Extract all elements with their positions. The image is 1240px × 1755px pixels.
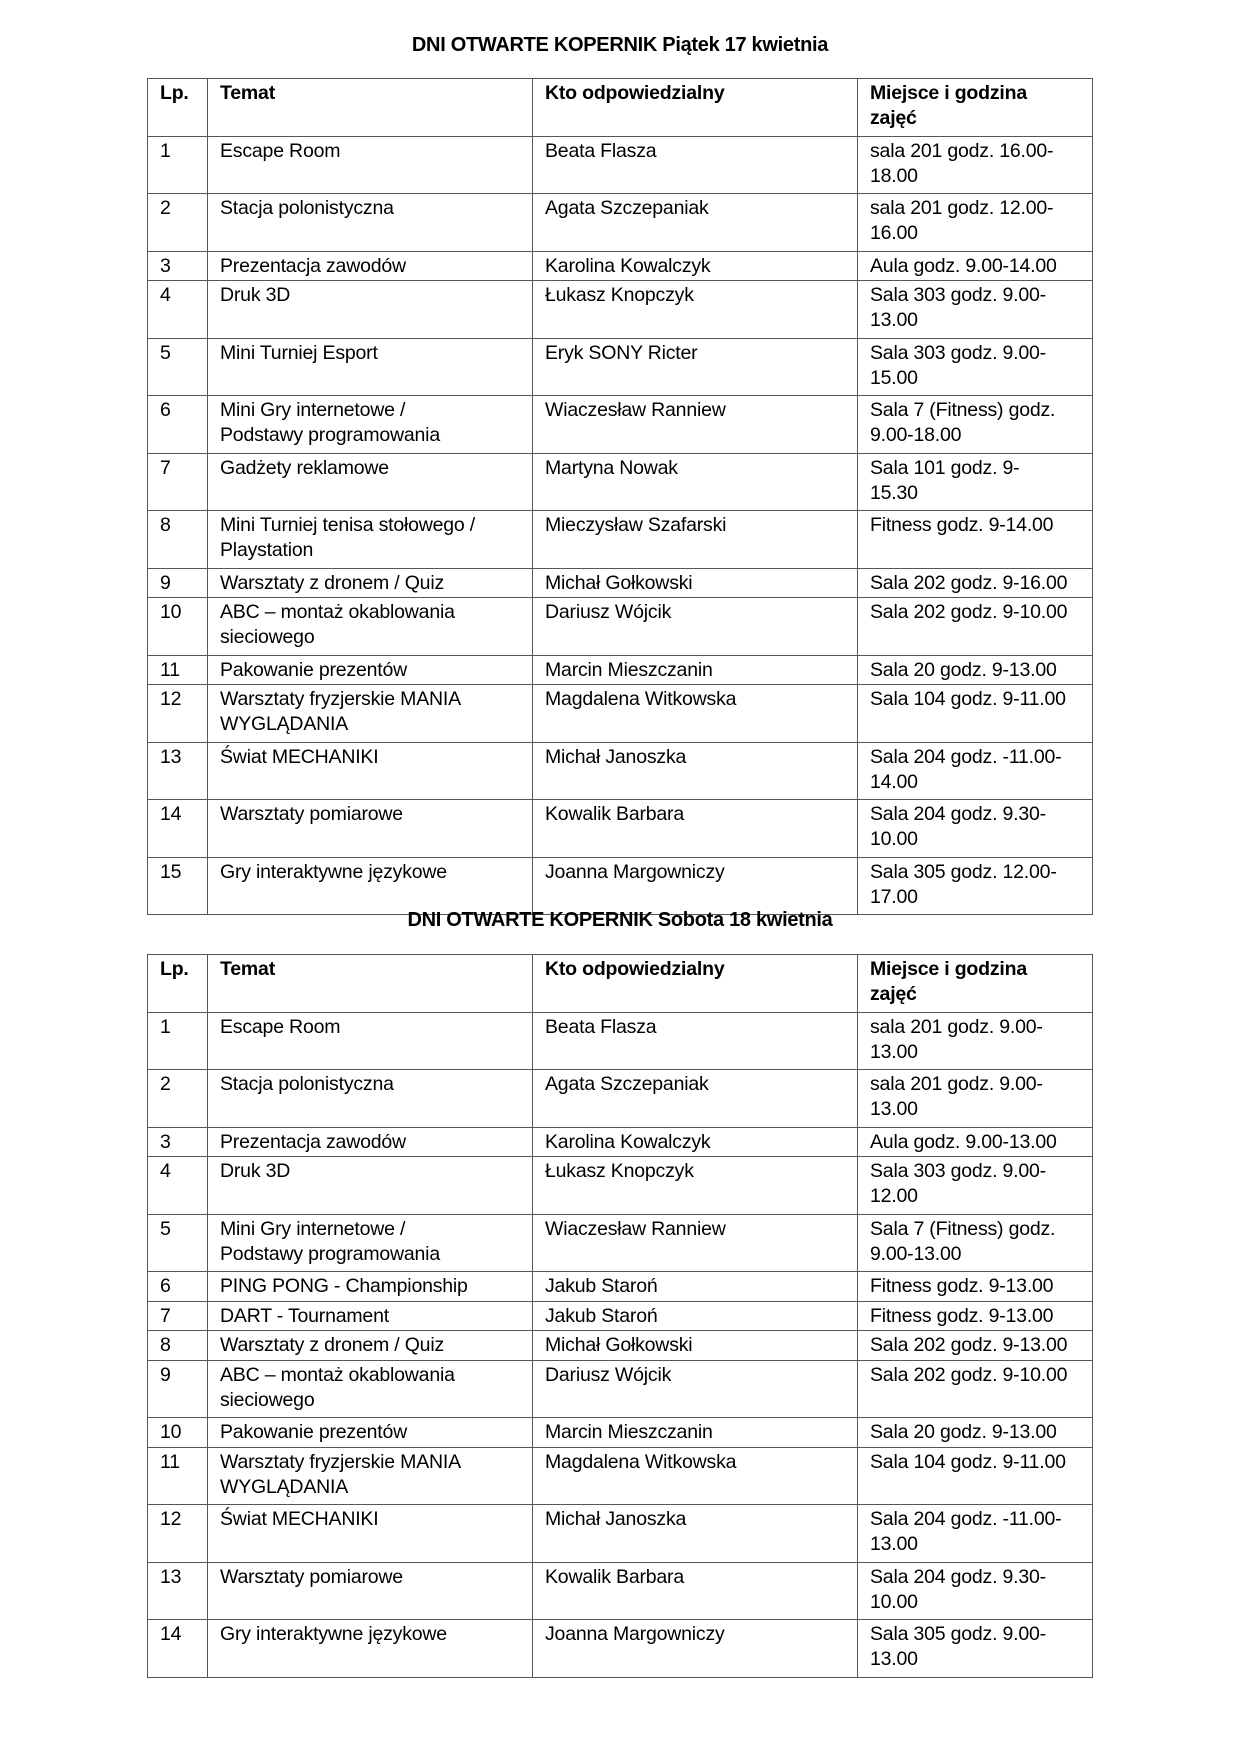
table-header-row: [148, 955, 1093, 1013]
table-row: [148, 1418, 1093, 1448]
header-kto: Kto odpowiedzialny: [533, 955, 858, 1013]
cell-temat: Warsztaty z dronem / Quiz: [208, 1331, 533, 1361]
cell-kto: Beata Flasza: [533, 136, 858, 194]
cell-kto: Dariusz Wójcik: [533, 1360, 858, 1418]
friday-schedule-table: [147, 78, 1093, 915]
table-row: [148, 511, 1093, 569]
table-row: [148, 1272, 1093, 1302]
table-row: [148, 1360, 1093, 1418]
cell-kto: Jakub Staroń: [533, 1301, 858, 1331]
cell-miejsce: sala 201 godz. 12.00- 16.00: [858, 194, 1093, 252]
cell-kto: Michał Gołkowski: [533, 1331, 858, 1361]
cell-kto: Joanna Margowniczy: [533, 1620, 858, 1678]
cell-lp: 12: [148, 1505, 208, 1563]
cell-miejsce: Sala 104 godz. 9-11.00: [858, 685, 1093, 743]
cell-miejsce: Sala 305 godz. 12.00- 17.00: [858, 857, 1093, 915]
cell-lp: 11: [148, 1447, 208, 1505]
table-row: [148, 194, 1093, 252]
header-temat: Temat: [208, 79, 533, 137]
cell-temat: ABC – montaż okablowania sieciowego: [208, 598, 533, 656]
cell-kto: Kowalik Barbara: [533, 1562, 858, 1620]
cell-kto: Agata Szczepaniak: [533, 194, 858, 252]
table-row: [148, 857, 1093, 915]
cell-miejsce: Sala 7 (Fitness) godz. 9.00-13.00: [858, 1214, 1093, 1272]
table-row: [148, 1562, 1093, 1620]
cell-miejsce: Sala 204 godz. -11.00- 13.00: [858, 1505, 1093, 1563]
cell-kto: Michał Gołkowski: [533, 568, 858, 598]
cell-miejsce: Sala 202 godz. 9-10.00: [858, 598, 1093, 656]
cell-lp: 10: [148, 598, 208, 656]
cell-kto: Joanna Margowniczy: [533, 857, 858, 915]
cell-lp: 14: [148, 800, 208, 858]
cell-lp: 13: [148, 1562, 208, 1620]
cell-miejsce: Sala 303 godz. 9.00- 12.00: [858, 1157, 1093, 1215]
table-row: [148, 1012, 1093, 1070]
table-row: [148, 655, 1093, 685]
cell-kto: Beata Flasza: [533, 1012, 858, 1070]
cell-miejsce: Sala 20 godz. 9-13.00: [858, 655, 1093, 685]
table-row: [148, 1505, 1093, 1563]
friday-schedule-title: DNI OTWARTE KOPERNIK Piątek 17 kwietnia: [411, 34, 829, 56]
cell-lp: 4: [148, 281, 208, 339]
table-row: [148, 742, 1093, 800]
cell-lp: 7: [148, 453, 208, 511]
cell-kto: Michał Janoszka: [533, 1505, 858, 1563]
cell-temat: Prezentacja zawodów: [208, 1127, 533, 1157]
cell-temat: DART - Tournament: [208, 1301, 533, 1331]
cell-lp: 1: [148, 136, 208, 194]
cell-lp: 5: [148, 1214, 208, 1272]
cell-lp: 4: [148, 1157, 208, 1215]
cell-kto: Michał Janoszka: [533, 742, 858, 800]
cell-temat: Warsztaty fryzjerskie MANIA WYGLĄDANIA: [208, 1447, 533, 1505]
cell-temat: PING PONG - Championship: [208, 1272, 533, 1302]
cell-miejsce: Sala 202 godz. 9-13.00: [858, 1331, 1093, 1361]
cell-lp: 2: [148, 1070, 208, 1128]
cell-lp: 1: [148, 1012, 208, 1070]
cell-temat: Prezentacja zawodów: [208, 251, 533, 281]
cell-lp: 6: [148, 1272, 208, 1302]
cell-temat: Świat MECHANIKI: [208, 742, 533, 800]
cell-temat: Druk 3D: [208, 1157, 533, 1215]
cell-temat: Stacja polonistyczna: [208, 1070, 533, 1128]
header-lp: Lp.: [148, 955, 208, 1013]
cell-temat: ABC – montaż okablowania sieciowego: [208, 1360, 533, 1418]
table-row: [148, 338, 1093, 396]
cell-lp: 11: [148, 655, 208, 685]
cell-kto: Agata Szczepaniak: [533, 1070, 858, 1128]
cell-temat: Gadżety reklamowe: [208, 453, 533, 511]
cell-miejsce: Fitness godz. 9-14.00: [858, 511, 1093, 569]
cell-temat: Warsztaty pomiarowe: [208, 1562, 533, 1620]
cell-miejsce: Fitness godz. 9-13.00: [858, 1301, 1093, 1331]
cell-lp: 7: [148, 1301, 208, 1331]
cell-temat: Escape Room: [208, 136, 533, 194]
table-row: [148, 1157, 1093, 1215]
cell-lp: 5: [148, 338, 208, 396]
cell-miejsce: Sala 202 godz. 9-10.00: [858, 1360, 1093, 1418]
cell-kto: Jakub Staroń: [533, 1272, 858, 1302]
cell-kto: Marcin Mieszczanin: [533, 1418, 858, 1448]
cell-lp: 6: [148, 396, 208, 454]
cell-kto: Wiaczesław Ranniew: [533, 1214, 858, 1272]
cell-temat: Warsztaty pomiarowe: [208, 800, 533, 858]
table-row: [148, 1127, 1093, 1157]
cell-kto: Łukasz Knopczyk: [533, 281, 858, 339]
table-row: [148, 1620, 1093, 1678]
table-row: [148, 396, 1093, 454]
cell-lp: 2: [148, 194, 208, 252]
table-row: [148, 1447, 1093, 1505]
cell-kto: Kowalik Barbara: [533, 800, 858, 858]
cell-temat: Mini Gry internetowe / Podstawy programowania: [208, 1214, 533, 1272]
table-row: [148, 1331, 1093, 1361]
table-row: [148, 598, 1093, 656]
cell-miejsce: sala 201 godz. 16.00- 18.00: [858, 136, 1093, 194]
table-row: [148, 800, 1093, 858]
cell-miejsce: Sala 204 godz. -11.00- 14.00: [858, 742, 1093, 800]
cell-lp: 9: [148, 568, 208, 598]
table-row: [148, 685, 1093, 743]
table-row: [148, 136, 1093, 194]
cell-lp: 9: [148, 1360, 208, 1418]
cell-temat: Stacja polonistyczna: [208, 194, 533, 252]
cell-temat: Mini Turniej Esport: [208, 338, 533, 396]
cell-miejsce: Aula godz. 9.00-14.00: [858, 251, 1093, 281]
cell-temat: Świat MECHANIKI: [208, 1505, 533, 1563]
cell-kto: Magdalena Witkowska: [533, 1447, 858, 1505]
table-row: [148, 281, 1093, 339]
cell-lp: 8: [148, 511, 208, 569]
cell-temat: Pakowanie prezentów: [208, 1418, 533, 1448]
cell-miejsce: sala 201 godz. 9.00- 13.00: [858, 1012, 1093, 1070]
table-row: [148, 453, 1093, 511]
cell-miejsce: Sala 204 godz. 9.30- 10.00: [858, 800, 1093, 858]
table-row: [148, 251, 1093, 281]
table-header-row: [148, 79, 1093, 137]
cell-kto: Magdalena Witkowska: [533, 685, 858, 743]
cell-miejsce: Aula godz. 9.00-13.00: [858, 1127, 1093, 1157]
cell-kto: Karolina Kowalczyk: [533, 251, 858, 281]
cell-kto: Eryk SONY Ricter: [533, 338, 858, 396]
cell-miejsce: Sala 303 godz. 9.00- 15.00: [858, 338, 1093, 396]
cell-temat: Druk 3D: [208, 281, 533, 339]
cell-lp: 13: [148, 742, 208, 800]
cell-kto: Karolina Kowalczyk: [533, 1127, 858, 1157]
cell-lp: 3: [148, 251, 208, 281]
cell-temat: Warsztaty fryzjerskie MANIA WYGLĄDANIA: [208, 685, 533, 743]
cell-temat: Warsztaty z dronem / Quiz: [208, 568, 533, 598]
cell-kto: Martyna Nowak: [533, 453, 858, 511]
cell-lp: 12: [148, 685, 208, 743]
cell-lp: 8: [148, 1331, 208, 1361]
saturday-schedule-table: [147, 954, 1093, 1678]
cell-kto: Łukasz Knopczyk: [533, 1157, 858, 1215]
header-lp: Lp.: [148, 79, 208, 137]
cell-kto: Wiaczesław Ranniew: [533, 396, 858, 454]
cell-kto: Marcin Mieszczanin: [533, 655, 858, 685]
table-row: [148, 1301, 1093, 1331]
cell-miejsce: Sala 7 (Fitness) godz. 9.00-18.00: [858, 396, 1093, 454]
cell-temat: Mini Gry internetowe / Podstawy programowania: [208, 396, 533, 454]
cell-temat: Escape Room: [208, 1012, 533, 1070]
cell-lp: 14: [148, 1620, 208, 1678]
cell-lp: 10: [148, 1418, 208, 1448]
cell-temat: Pakowanie prezentów: [208, 655, 533, 685]
header-temat: Temat: [208, 955, 533, 1013]
cell-kto: Mieczysław Szafarski: [533, 511, 858, 569]
cell-lp: 3: [148, 1127, 208, 1157]
cell-miejsce: Sala 20 godz. 9-13.00: [858, 1418, 1093, 1448]
cell-temat: Mini Turniej tenisa stołowego / Playstation: [208, 511, 533, 569]
header-miejsce: Miejsce i godzina zajęć: [858, 955, 1093, 1013]
cell-miejsce: sala 201 godz. 9.00- 13.00: [858, 1070, 1093, 1128]
cell-miejsce: Sala 104 godz. 9-11.00: [858, 1447, 1093, 1505]
cell-miejsce: Sala 202 godz. 9-16.00: [858, 568, 1093, 598]
saturday-schedule-title: DNI OTWARTE KOPERNIK Sobota 18 kwietnia: [407, 909, 833, 931]
header-miejsce: Miejsce i godzina zajęć: [858, 79, 1093, 137]
cell-miejsce: Sala 303 godz. 9.00- 13.00: [858, 281, 1093, 339]
cell-miejsce: Sala 204 godz. 9.30- 10.00: [858, 1562, 1093, 1620]
cell-kto: Dariusz Wójcik: [533, 598, 858, 656]
cell-temat: Gry interaktywne językowe: [208, 857, 533, 915]
cell-lp: 15: [148, 857, 208, 915]
cell-temat: Gry interaktywne językowe: [208, 1620, 533, 1678]
cell-miejsce: Sala 101 godz. 9- 15.30: [858, 453, 1093, 511]
table-row: [148, 1070, 1093, 1128]
table-row: [148, 568, 1093, 598]
header-kto: Kto odpowiedzialny: [533, 79, 858, 137]
table-row: [148, 1214, 1093, 1272]
cell-miejsce: Fitness godz. 9-13.00: [858, 1272, 1093, 1302]
cell-miejsce: Sala 305 godz. 9.00- 13.00: [858, 1620, 1093, 1678]
